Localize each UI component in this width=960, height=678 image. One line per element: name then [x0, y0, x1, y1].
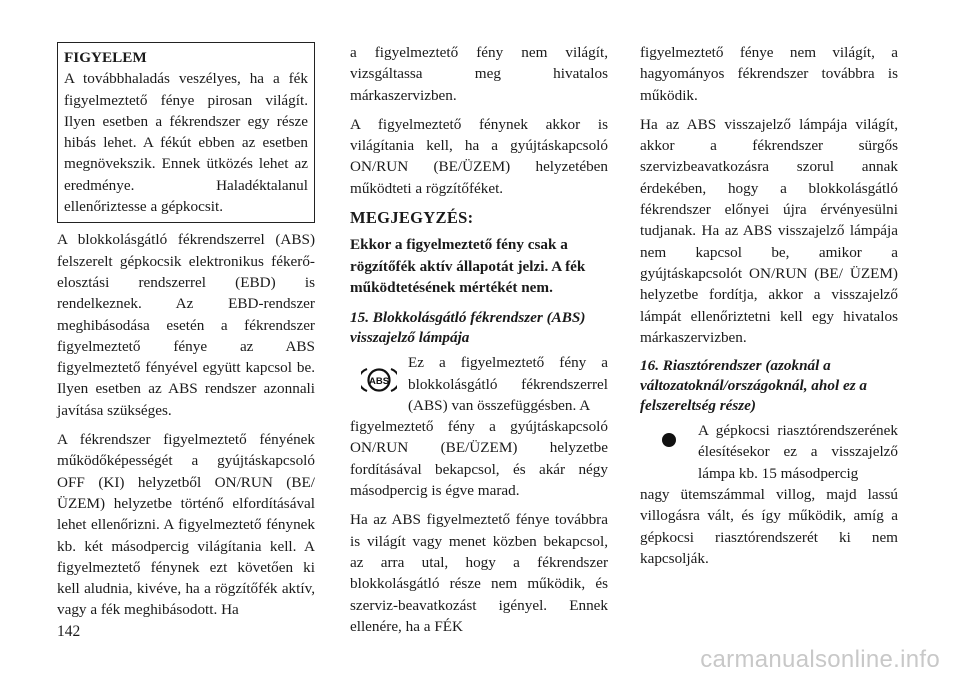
warning-body: A továbbhaladás veszélyes, ha a fék figyelmeztető fénye pirosan világít. Ilyen esetben a fékrendszer egy része hibás lehet. A fékút ebben az esetben megnövekszik. Ennek ütközés lehet az eredménye. Haladéktalanul ellenőriztesse a gépkocsit.: [64, 70, 308, 216]
paragraph: nagy ütemszámmal villog, majd lassú villogásra vált, és így működik, amíg a gépkocsi riasztórendszerét ki nem kapcsolják.: [640, 486, 898, 567]
paragraph: figyelmeztető fény a gyújtáskapcsoló ON/RUN (BE/ÜZEM) helyzetbe fordításával bekapcsol, és akár négy másodpercig is égve marad.: [350, 418, 608, 500]
paragraph: a figyelmeztető fény nem világít, vizsgáltassa meg hivatalos márkaszervizben.: [350, 44, 608, 104]
abs-warning-icon: [350, 352, 408, 394]
paragraph: A figyelmeztető fénynek akkor is világítania kell, ha a gyújtáskapcsoló ON/RUN (BE/ÜZEM) helyzetében működteti a rögzítőféket.: [350, 115, 608, 197]
column-middle: [350, 42, 608, 645]
security-indicator-icon: [640, 420, 698, 448]
column-right: [640, 42, 898, 577]
paragraph: figyelmeztető fénye nem világít, a hagyományos fékrendszer továbbra is működik.: [640, 44, 898, 104]
section-16-heading: 16. Riasztórendszer (azoknál a változatoknál/országoknál, ahol ez a felszereltség része): [640, 357, 868, 415]
paragraph: A fékrendszer figyelmeztető fényének működőképességét a gyújtáskapcsoló OFF (KI) helyzetből ON/RUN (BE/ ÜZEM) helyzetbe történő elfordításával lehet ellenőrizni. A figyelmeztető fénynek kb. két másodpercig világítania kell. A figyelmeztető fénynek ezt követően ki kell aludnia, kivéve, ha a rögzítőfék aktív, vagy a fék meghibásodott. Ha: [57, 431, 315, 619]
page-number: 142: [57, 623, 81, 640]
warning-box: [57, 42, 315, 223]
section-16-intro: A gépkocsi riasztórendszerének élesítésekor ez a visszajelző lámpa kb. 15 másodpercig: [698, 422, 898, 482]
abs-icon-row: [350, 352, 608, 416]
paragraph: Ha az ABS figyelmeztető fénye továbbra is világít vagy menet közben bekapcsol, az arra utal, hogy a fékrendszer blokkolásgátló része nem működik, és szerviz-beavatkozást igényel. Ennek ellenére, ha a FÉK: [350, 511, 608, 635]
section-15-intro: Ez a figyelmeztető fény a blokkolásgátló fékrendszerrel (ABS) van összefüggésben. A: [408, 354, 608, 414]
paragraph: Ha az ABS visszajelző lámpája világít, akkor a fékrendszer sürgős szervizbeavatkozásra szorul annak érdekében, hogy a blokkolásgátló fékrendszer előnyei újra érvényesülni tudjanak. Ha az ABS visszajelző lámpája nem kapcsol be, amikor a gyújtáskapcsolót ON/RUN (BE/ ÜZEM) helyzetbe fordítja, akkor a visszajelző lámpát ellenőriztetni kell egy hivatalos márkaszervizben.: [640, 115, 898, 346]
note-body: Ekkor a figyelmeztető fény csak a rögzítőfék aktív állapotát jelzi. A fék működtetésének mértékét nem.: [350, 236, 586, 296]
section-15-heading: 15. Blokkolásgátló fékrendszer (ABS) visszajelző lámpája: [350, 309, 586, 347]
paragraph: A blokkolásgátló fékrendszerrel (ABS) felszerelt gépkocsik elektronikus fékerő-elosztási rendszerrel (EBD) is rendelkeznek. Az EBD-rendszer meghibásodása esetén a fékrendszer figyelmeztető fénye az ABS figyelmeztető fényével együtt kapcsol be. Ilyen esetben az ABS rendszer azonnali javítása szükséges.: [57, 231, 315, 419]
warning-title: FIGYELEM: [64, 49, 147, 66]
note-title: MEGJEGYZÉS:: [350, 208, 474, 228]
alarm-icon-row: [640, 420, 898, 484]
abs-icon-label: ABS: [368, 376, 390, 388]
watermark: carmanualsonline.info: [700, 646, 940, 673]
column-left: [57, 42, 315, 629]
